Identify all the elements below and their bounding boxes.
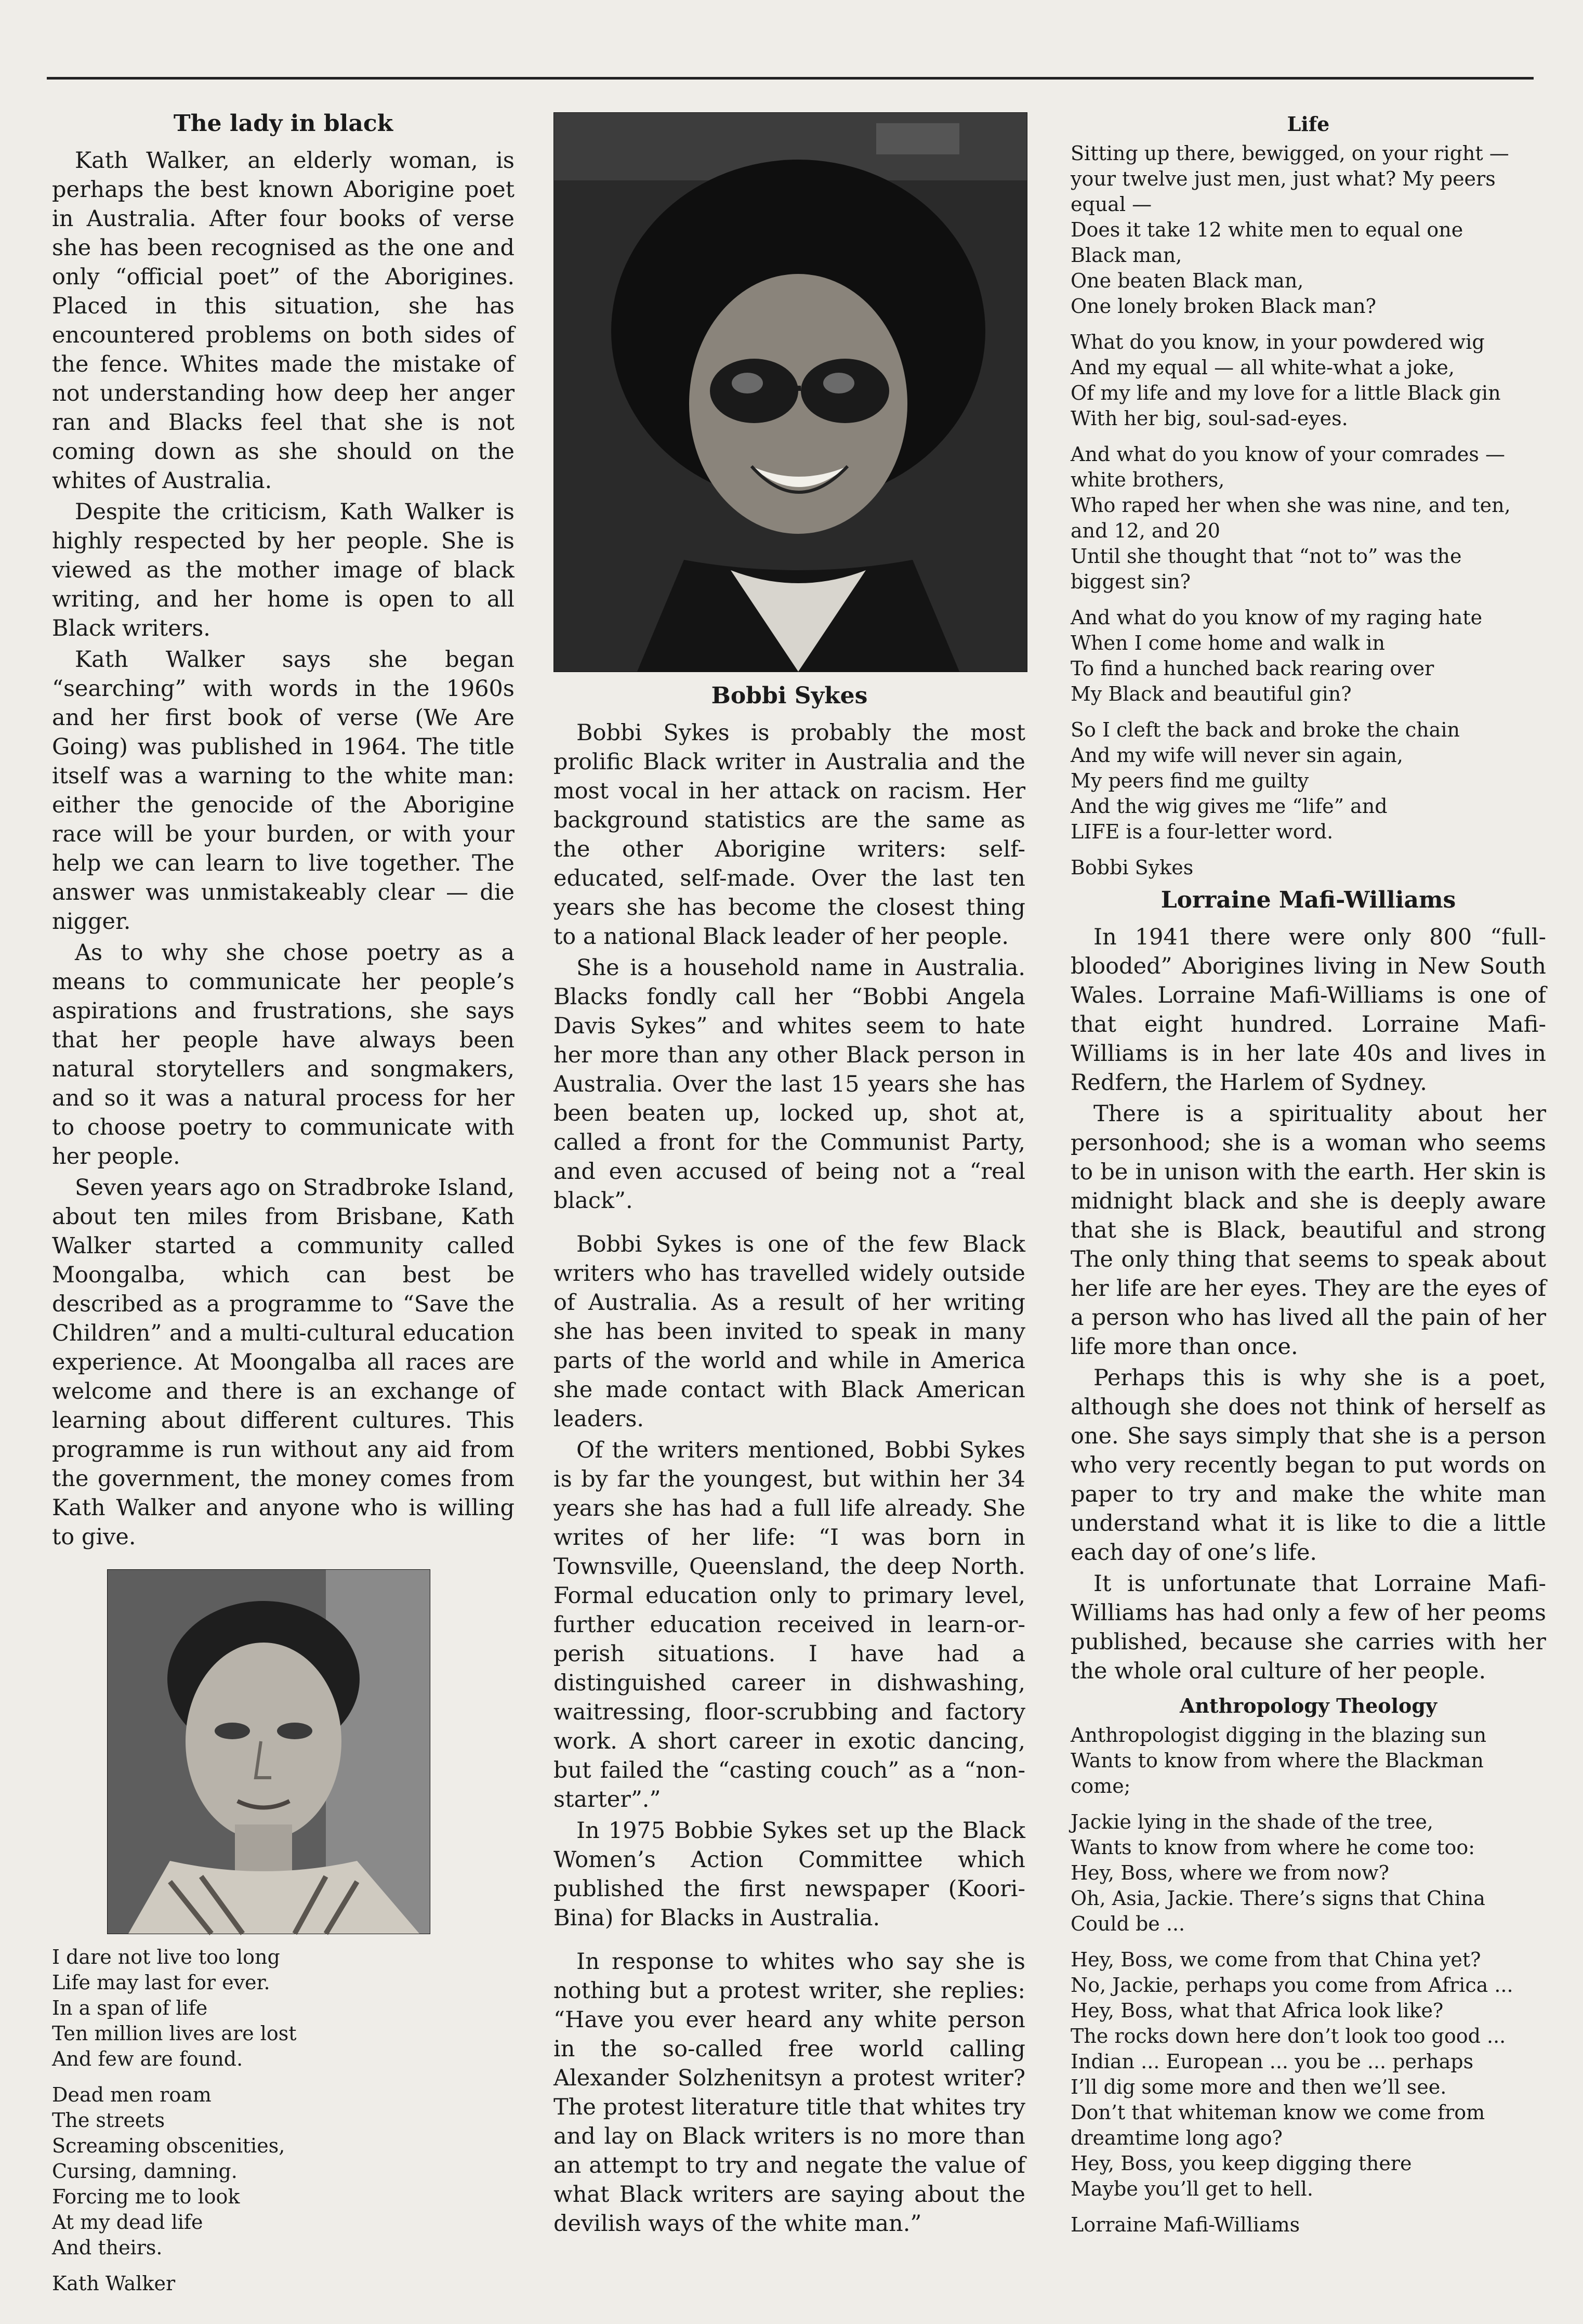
- column-middle: [553, 104, 1025, 2282]
- poem-line: In a span of life: [52, 1996, 208, 2019]
- poem-line: LIFE is a four-letter word.: [1071, 820, 1334, 843]
- poem-line: At my dead life: [52, 2210, 203, 2234]
- poem-line: Wants to know from where the Blackman: [1071, 1749, 1484, 1772]
- poem-line: The streets: [52, 2108, 165, 2132]
- poem-line: equal —: [1071, 193, 1152, 216]
- kath-walker-portrait: [107, 1569, 430, 1934]
- poem-title-anthropology-theology: Anthropology Theology: [1179, 1693, 1437, 1717]
- poem-line: Does it take 12 white men to equal one: [1071, 218, 1463, 241]
- poem-line: Anthropologist digging in the blazing sun: [1071, 1723, 1487, 1747]
- poem-stanza: [1071, 330, 1546, 431]
- poem-line: To find a hunched back rearing over: [1071, 657, 1434, 680]
- column-left: [52, 104, 515, 2295]
- poem-stanza: [1071, 717, 1546, 845]
- poem-kath-walker: [52, 1945, 515, 2296]
- poem-stanza: [52, 2082, 515, 2261]
- paragraph: Seven years ago on Stradbroke Island, about ten miles from Brisbane, Kath Walker started a community called Moongalba, which can best be described as a programme to “Save the Children” and a multi-cultural education experience. At Moongalba all races are welcome and there is an exchange of learning about different cultures. This programme is run without any aid from the government, the money comes from Kath Walker and anyone who is willing to give.: [52, 1174, 515, 1550]
- poem-line: And what do you know of my raging hate: [1071, 606, 1483, 629]
- paragraph: Perhaps this is why she is a poet, although she does not think of herself as one. She says simply that she is a person who very recently began to put words on paper to try and make the white man understand what it is like to die a little each day of one’s life.: [1071, 1364, 1546, 1566]
- poem-stanza: [1071, 1809, 1546, 1937]
- paragraph: As to why she chose poetry as a means to communicate her people’s aspirations and frustrations, she says that her people have always been natural storytellers and songmakers, and so it was a natural process for her to choose poetry to communicate with her people.: [52, 939, 515, 1170]
- poem-stanza: [1071, 1723, 1546, 1799]
- article-title-lady-in-black: The lady in black: [173, 110, 393, 137]
- paragraph: Kath Walker, an elderly woman, is perhaps the best known Aborigine poet in Australia. After four books of verse she has been recognised as the one and only “official poet” of the Aborigines. Placed in this situation, she has encountered problems on both sides of the fence. Whites made the mistake of not understanding how deep her anger ran and Blacks feel that she is not coming down as she should on the whites of Australia.: [52, 147, 515, 494]
- poem-line: Who raped her when she was nine, and ten,: [1071, 494, 1511, 517]
- poem-line: Jackie lying in the shade of the tree,: [1071, 1810, 1433, 1833]
- poem-line: I’ll dig some more and then we’ll see.: [1071, 2075, 1447, 2098]
- poem-line: Dead men roam: [52, 2083, 212, 2106]
- poem-line: Sitting up there, bewigged, on your right —: [1071, 142, 1509, 165]
- poem-line: No, Jackie, perhaps you come from Africa ...: [1071, 1973, 1513, 1997]
- poem-line: And theirs.: [52, 2236, 163, 2259]
- paragraph: Of the writers mentioned, Bobbi Sykes is by far the youngest, but within her 34 years she has had a full life already. She writes of her life: “I was born in Townsville, Queensland, the deep North. Formal education only to primary level, further education received in learn-or-perish situations. I have had a distinguished career in dishwashing, waitressing, floor-scrubbing and factory work. A short career in exotic dancing, but failed the “casting couch” as a “non-starter”.”: [553, 1437, 1025, 1813]
- poem-author: Kath Walker: [52, 2272, 176, 2295]
- poem-line: My peers find me guilty: [1071, 769, 1309, 792]
- poem-line: Life may last for ever.: [52, 1971, 270, 1994]
- paragraph: Bobbi Sykes is one of the few Black writers who has travelled widely outside of Australia. As a result of her writing she has been invited to speak in many parts of the world and while in America she made contact with Black American leaders.: [553, 1231, 1025, 1432]
- column-right: [1071, 104, 1546, 2282]
- poem-line: Don’t that whiteman know we come from: [1071, 2100, 1485, 2124]
- poem-line: Oh, Asia, Jackie. There’s signs that China: [1071, 1886, 1485, 1910]
- poem-line: And my equal — all white-what a joke,: [1071, 356, 1455, 379]
- poem-line: And what do you know of your comrades —: [1071, 443, 1505, 466]
- article-title-bobbi-sykes: Bobbi Sykes: [711, 682, 868, 709]
- poem-line: And few are found.: [52, 2047, 243, 2070]
- poem-line: I dare not live too long: [52, 1945, 280, 1968]
- poem-line: Until she thought that “not to” was the: [1071, 545, 1462, 568]
- poem-line: Could be ...: [1071, 1912, 1185, 1935]
- poem-line: Maybe you’ll get to hell.: [1071, 2177, 1313, 2200]
- poem-line: Hey, Boss, what that Africa look like?: [1071, 1999, 1444, 2022]
- paragraph: In response to whites who say she is nothing but a protest writer, she replies: “Have you ever heard any white person in the so-called free world calling Alexander Solzhenitsyn a protest writer? The protest literature title that whites try and lay on Black writers is no more than an attempt to try and negate the value of what Black writers are saying about the devilish ways of the white man.”: [553, 1948, 1025, 2237]
- poem-line: One beaten Black man,: [1071, 269, 1304, 292]
- poem-line: Indian ... European ... you be ... perhaps: [1071, 2050, 1474, 2073]
- paragraph: Kath Walker says she began “searching” with words in the 1960s and her first book of verse (We Are Going) was published in 1964. The title itself was a warning to the white man: either the genocide of the Aborigine race will be your burden, or with your help we can learn to live together. The answer was unmistakeably clear — die nigger.: [52, 646, 515, 935]
- paragraph: There is a spirituality about her personhood; she is a woman who seems to be in unison with the earth. Her skin is midnight black and she is deeply aware that she is Black, beautiful and strong The only thing that seems to speak about her life are her eyes. They are the eyes of a person who has lived all the pain of her life more than once.: [1071, 1100, 1546, 1360]
- poem-line: So I cleft the back and broke the chain: [1071, 718, 1460, 741]
- poem-stanza: [1071, 141, 1546, 319]
- poem-line: Wants to know from where he come too:: [1071, 1835, 1475, 1859]
- bobbi-sykes-portrait: [553, 112, 1027, 672]
- paragraph: Bobbi Sykes is probably the most prolific Black writer in Australia and the most vocal in her attack on racism. Her background statistics are the same as the other Aborigine writers: self-educated, self-made. Over the last ten years she has become the closest thing to a national Black leader of her people.: [553, 719, 1025, 950]
- poem-line: With her big, soul-sad-eyes.: [1071, 407, 1348, 430]
- paragraph: In 1941 there were only 800 “full-blooded” Aborigines living in New South Wales. Lorraine Mafi-Williams is one of that eight hundred. Lorraine Mafi-Williams is in her late 40s and lives in Redfern, the Harlem of Sydney.: [1071, 924, 1546, 1096]
- poem-line: When I come home and walk in: [1071, 632, 1385, 654]
- poem-line: Black man,: [1071, 244, 1182, 267]
- article-title-lorraine-mafi-williams: Lorraine Mafi-Williams: [1160, 887, 1456, 913]
- poem-author: Lorraine Mafi-Williams: [1071, 2213, 1300, 2236]
- poem-line: Hey, Boss, you keep digging there: [1071, 2151, 1412, 2175]
- top-rule: [47, 77, 1534, 80]
- poem-line: biggest sin?: [1071, 570, 1191, 593]
- poem-line: come;: [1071, 1774, 1131, 1797]
- poem-stanza: [1071, 605, 1546, 707]
- poem-life: [1071, 141, 1546, 881]
- poem-line: your twelve just men, just what? My peers: [1071, 167, 1496, 190]
- poem-line: white brothers,: [1071, 468, 1225, 491]
- poem-line: One lonely broken Black man?: [1071, 295, 1376, 318]
- paragraph: She is a household name in Australia. Blacks fondly call her “Bobbi Angela Davis Sykes” and whites seem to hate her more than any other Black person in Australia. Over the last 15 years she has been beaten up, locked up, shot at, called a front for the Communist Party, and even accused of being not a “real black”.: [553, 954, 1025, 1214]
- poem-line: And my wife will never sin again,: [1071, 744, 1403, 767]
- poem-line: Screaming obscenities,: [52, 2134, 285, 2157]
- poem-anthropology-theology: [1071, 1723, 1546, 2238]
- poem-line: Forcing me to look: [52, 2185, 240, 2208]
- poem-line: Of my life and my love for a little Black gin: [1071, 382, 1501, 404]
- poem-line: Ten million lives are lost: [52, 2021, 297, 2045]
- poem-line: The rocks down here don’t look too good ...: [1071, 2024, 1506, 2047]
- poem-stanza: [1071, 1947, 1546, 2202]
- poem-title-life: Life: [1287, 112, 1330, 136]
- paragraph: It is unfortunate that Lorraine Mafi-Williams has had only a few of her peoms published, because she carries with her the whole oral culture of her people.: [1071, 1570, 1546, 1684]
- poem-line: dreamtime long ago?: [1071, 2126, 1283, 2149]
- paragraph: Despite the criticism, Kath Walker is highly respected by her people. She is viewed as the mother image of black writing, and her home is open to all Black writers.: [52, 498, 515, 641]
- poem-line: My Black and beautiful gin?: [1071, 682, 1352, 705]
- poem-line: And the wig gives me “life” and: [1071, 795, 1388, 818]
- paragraph: In 1975 Bobbie Sykes set up the Black Women’s Action Committee which published the first newspaper (Koori-Bina) for Blacks in Australia.: [553, 1817, 1025, 1931]
- poem-author: Bobbi Sykes: [1071, 856, 1194, 879]
- poem-stanza: [1071, 442, 1546, 595]
- poem-line: Hey, Boss, we come from that China yet?: [1071, 1948, 1481, 1971]
- poem-line: Cursing, damning.: [52, 2159, 238, 2183]
- poem-line: Hey, Boss, where we from now?: [1071, 1861, 1389, 1884]
- poem-stanza: [52, 1945, 515, 2072]
- poem-line: and 12, and 20: [1071, 519, 1220, 542]
- poem-line: What do you know, in your powdered wig: [1071, 331, 1485, 353]
